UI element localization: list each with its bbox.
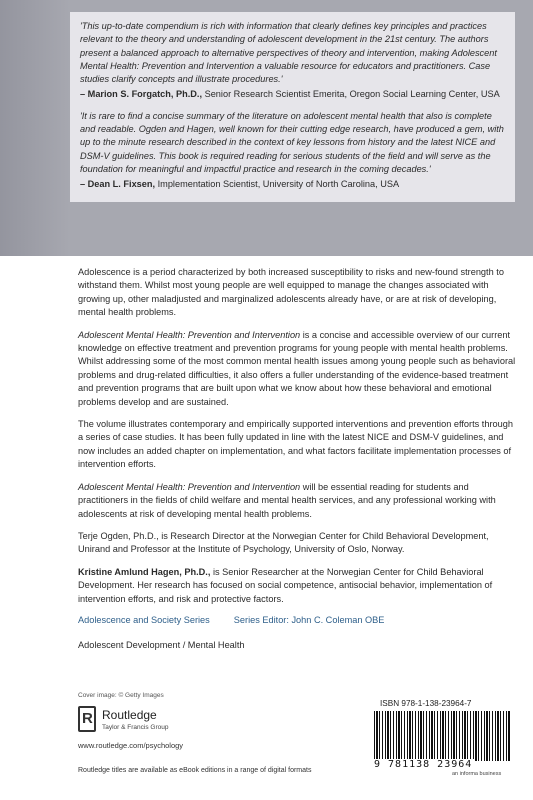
blurb	[78, 266, 518, 661]
book-title: Adolescent Mental Health: Prevention and Intervention	[78, 481, 301, 492]
blurb-paragraph: Adolescent Mental Health: Prevention and Intervention will be essential reading for students and practitioners in the fields of child welfare and mental health services, and any professional working with adolescents at risk of developing mental health problems.	[78, 481, 496, 519]
endorsement-attribution	[80, 88, 505, 101]
publisher-url: www.routledge.com/psychology	[78, 741, 184, 750]
publisher-name: Routledge	[102, 708, 157, 722]
endorsement-quote: 'This up-to-date compendium is rich with information that clearly defines key principles and practices relevant to the theory and understanding of adolescent development in the 21st century. The authors present a balanced approach to alternative perspectives of theory and intervention, making Adolescent Mental Health: Prevention and Intervention a valuable resource for educators and practitioners. Case studies clarify concepts and illustrate procedures.'	[80, 21, 497, 85]
series-info	[78, 615, 518, 625]
series-name: Adolescence and Society Series	[78, 614, 210, 625]
blurb-paragraph: Adolescent Mental Health: Prevention and Intervention is a concise and accessible overview of our current knowledge on effective treatment and prevention programs for young people with mental health problems. Whilst addressing some of the most common mental health issues among young people such as behavioral problems and drug-related difficulties, it also offers a fuller understanding of the evidence-based treatment and prevention programs that are built upon what we know about how these behavioral and emotional problems develop and are sustained.	[78, 329, 516, 407]
informa-tagline: an informa business	[452, 771, 502, 777]
publisher-group: Taylor & Francis Group	[102, 724, 169, 731]
cover-credit: Cover image: © Getty Images	[78, 692, 164, 699]
barcode-icon	[374, 711, 510, 761]
endorser-affiliation: Senior Research Scientist Emerita, Oregon Social Learning Center, USA	[202, 89, 500, 100]
author-name: Terje Ogden, Ph.D.,	[78, 530, 159, 541]
subject-category: Adolescent Development / Mental Health	[78, 639, 245, 650]
endorsement-box	[70, 12, 515, 202]
endorser-name: – Marion S. Forgatch, Ph.D.,	[80, 89, 203, 100]
book-title: Adolescent Mental Health: Prevention and Intervention	[78, 329, 301, 340]
blurb-paragraph: Adolescence is a period characterized by both increased susceptibility to risks and new-found strength to withstand them. Whilst most young people are well equipped to manage the changes associated with growing up, other maladjusted and marginalized adolescents already have, or are at risk of developing, mental health problems.	[78, 267, 504, 318]
barcode-digits: 9 781138 23964	[374, 759, 473, 770]
isbn-barcode-block	[368, 697, 515, 779]
endorser-affiliation: Implementation Scientist, University of North Carolina, USA	[155, 179, 400, 190]
decorative-background	[0, 0, 70, 256]
endorsement-quote: 'It is rare to find a concise summary of the literature on adolescent mental health that also is complete and readable. Ogden and Hagen, well known for their cutting edge research, have produced a gem, with up to the minute research described in the context of key lessons from history and the latest NICE and DSM-V guidelines. This book is required reading for serious students of the field and will serve as the foundation for meaningful and impactful practice and research in the coming decades.'	[80, 110, 504, 174]
ebook-note: Routledge titles are available as eBook editions in a range of digital formats	[78, 767, 312, 774]
author-bio: Kristine Amlund Hagen, Ph.D., is Senior Researcher at the Norwegian Center for Child Behavioral Development. Her research has focused on social competence, antisocial behavior, implementation of intervention efforts, and risk and protective factors.	[78, 566, 493, 604]
isbn-label: ISBN 978-1-138-23964-7	[380, 699, 472, 708]
endorsement-panel	[0, 0, 533, 256]
author-name: Kristine Amlund Hagen, Ph.D.,	[78, 566, 211, 577]
endorser-name: – Dean L. Fixsen,	[80, 179, 156, 190]
blurb-paragraph: The volume illustrates contemporary and empirically supported interventions and prevention efforts through a series of case studies. It has been fully updated in line with the latest NICE and DSM-V guidelines, and now includes an added chapter on implementation, and what factors facilitate implementation processes of intervention efforts.	[78, 419, 513, 470]
routledge-logo-icon	[78, 706, 96, 732]
endorsement-attribution	[80, 178, 505, 191]
author-bio: Terje Ogden, Ph.D., is Research Director at the Norwegian Center for Child Behavioral Development, Unirand and Professor at the Institute of Psychology, University of Oslo, Norway.	[78, 530, 489, 555]
publisher-logo	[78, 706, 238, 742]
series-editor: Series Editor: John C. Coleman OBE	[233, 614, 385, 625]
